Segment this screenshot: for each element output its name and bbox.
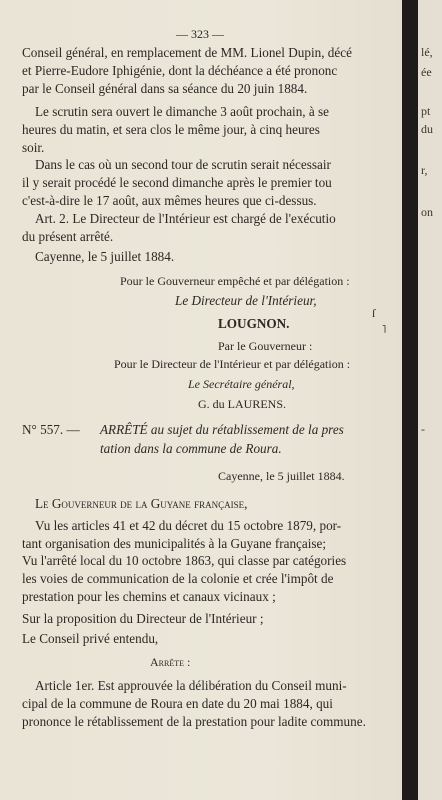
date-line: Cayenne, le 5 juillet 1884. (35, 249, 175, 264)
margin-fragment: r, (421, 163, 428, 177)
text-line: Art. 2. Le Directeur de l'Intérieur est chargé de l'exécutio (35, 211, 336, 226)
ink-mark: ˥ (382, 324, 387, 336)
text-line: c'est-à-dire le 17 août, aux mêmes heures que ci-dessus. (22, 193, 317, 208)
arrete-heading: Arrête : (150, 655, 191, 669)
page-number: — 323 — (176, 27, 224, 41)
text-line: prestation pour les chemins et canaux vicinaux ; (22, 589, 276, 604)
margin-fragment: pt (421, 104, 431, 118)
text-line: prononce le rétablissement de la prestation pour ladite commune. (22, 714, 366, 729)
facing-page-edge (418, 0, 442, 800)
text-line: Dans le cas où un second tour de scrutin serait nécessair (35, 157, 331, 172)
text-line: Le scrutin sera ouvert le dimanche 3 août prochain, à se (35, 104, 330, 119)
decree-title: ARRÊTÉ au sujet du rétablissement de la pres (100, 422, 344, 437)
signature-line: Par le Gouverneur : (218, 339, 313, 353)
margin-fragment: on (421, 205, 433, 219)
signature-name: G. du LAURENS. (198, 397, 287, 411)
signature-line: Pour le Gouverneur empêché et par délégation : (120, 274, 350, 288)
text-line: soir. (22, 140, 45, 155)
text-line: heures du matin, et sera clos le même jour, à cinq heures (22, 122, 320, 137)
signature-name: LOUGNON. (218, 316, 290, 331)
margin-fragment: lé, (421, 45, 433, 59)
signature-title: Le Directeur de l'Intérieur, (175, 293, 317, 308)
text-line: Le Conseil privé entendu, (22, 631, 159, 646)
signature-title: Le Secrétaire général, (188, 377, 295, 391)
margin-fragment: ée (421, 65, 432, 79)
decree-title: tation dans la commune de Roura. (100, 441, 282, 456)
text-line: tant organisation des municipalités à la Guyane française; (22, 536, 327, 551)
margin-fragment: du (421, 122, 433, 136)
text-line: Conseil général, en remplacement de MM. Lionel Dupin, décé (22, 45, 352, 60)
text-line: du présent arrêté. (22, 229, 114, 244)
decree-date: Cayenne, le 5 juillet 1884. (218, 469, 345, 483)
text-line: Le Gouverneur de la Guyane française, (35, 496, 248, 511)
text-line: cipal de la commune de Roura en date du 20 mai 1884, qui (22, 696, 333, 711)
text-line: Vu l'arrêté local du 10 octobre 1863, qui classe par catégories (22, 553, 347, 568)
text-line: il y serait procédé le second dimanche après le premier tou (22, 175, 332, 190)
decree-number: N° 557. — (22, 422, 80, 437)
text-line: les voies de communication de la colonie et crée l'impôt de (22, 571, 334, 586)
margin-fragment: - (421, 422, 425, 436)
text-line: Vu les articles 41 et 42 du décret du 15 octobre 1879, por- (35, 518, 342, 533)
signature-line: Pour le Directeur de l'Intérieur et par délégation : (114, 357, 351, 371)
ink-mark: ſ (372, 306, 376, 320)
text-line: et Pierre-Eudore Iphigénie, dont la déchéance a été prononc (22, 63, 338, 78)
binding-shadow (402, 0, 418, 800)
text-line: Article 1er. Est approuvée la délibération du Conseil muni- (35, 678, 347, 693)
text-line: par le Conseil général dans sa séance du 20 juin 1884. (22, 81, 308, 96)
text-line: Sur la proposition du Directeur de l'Intérieur ; (22, 611, 264, 626)
